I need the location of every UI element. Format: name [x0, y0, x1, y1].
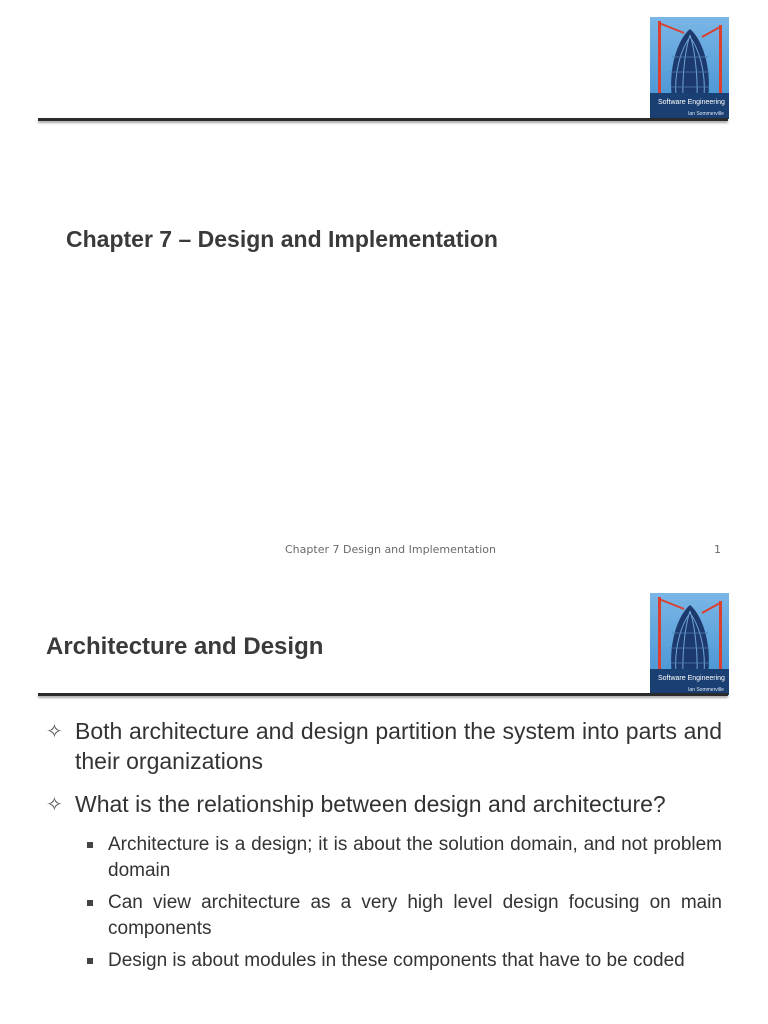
sub-bullet-text: Architecture is a design; it is about the solution domain, and not problem domain — [108, 834, 722, 881]
book-cover-author: Ian Sommerville — [688, 111, 724, 117]
chapter-title: Chapter 7 – Design and Implementation — [66, 226, 498, 252]
bullet-item — [46, 716, 722, 776]
page-number: 1 — [714, 543, 721, 556]
book-cover-author: Ian Sommerville — [688, 687, 724, 693]
header-rule — [38, 118, 728, 121]
sub-bullet-item — [108, 890, 722, 942]
bullet-text: What is the relationship between design and architecture? — [75, 791, 666, 817]
slide-2 — [0, 578, 768, 1024]
bullet-list — [46, 716, 722, 980]
slide-footer: Chapter 7 Design and Implementation — [285, 543, 496, 556]
sub-bullet-text: Can view architecture as a very high level design focusing on main components — [108, 892, 722, 939]
square-bullet-icon — [87, 958, 93, 964]
square-bullet-icon — [87, 842, 93, 848]
book-cover-image — [650, 17, 729, 119]
four-point-star-outline-icon: ✧ — [46, 719, 63, 743]
sub-bullet-item — [108, 832, 722, 884]
header-rule — [38, 693, 728, 696]
sub-bullet-item — [108, 948, 722, 974]
sub-bullet-text: Design is about modules in these components that have to be coded — [108, 950, 685, 971]
bullet-text: Both architecture and design partition the system into parts and their organizations — [75, 718, 722, 774]
square-bullet-icon — [87, 900, 93, 906]
book-cover-title: Software Engineering — [658, 675, 725, 682]
book-cover-image — [650, 593, 729, 695]
slide-title: Architecture and Design — [46, 633, 324, 660]
book-cover-title: Software Engineering — [658, 99, 725, 106]
four-point-star-outline-icon: ✧ — [46, 792, 63, 816]
bullet-item — [46, 789, 722, 819]
